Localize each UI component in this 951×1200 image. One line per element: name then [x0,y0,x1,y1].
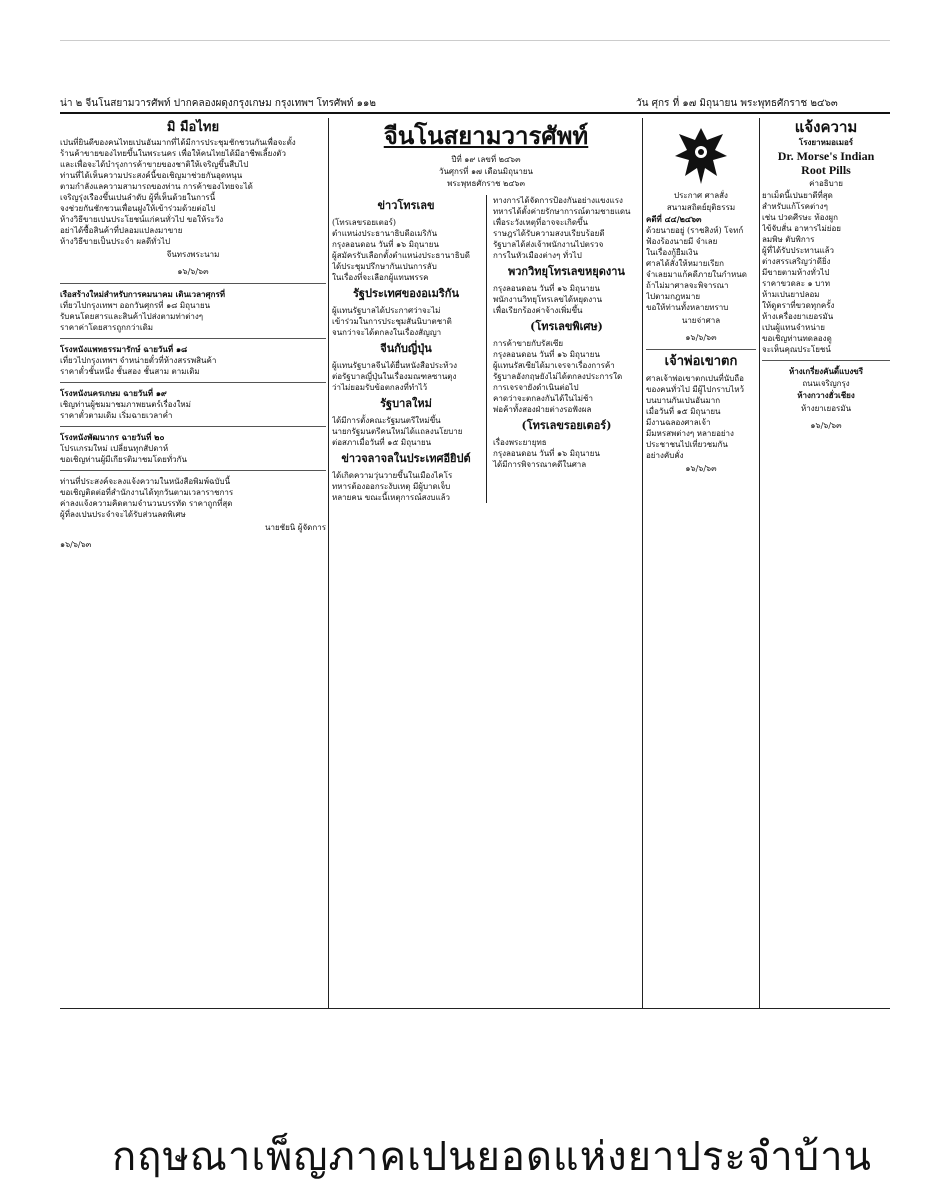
text-line: ต่างสรรเสริญว่าดียิ่ง [762,257,831,266]
text-line: หลายคน ขณะนี้เหตุการณ์สงบแล้ว [332,493,451,502]
article-title: มิ มือไทย [166,120,220,135]
section-head: รัฐบาลใหม่ [380,397,432,410]
notice-head: โรงหนังแพทธรรมารักษ์ ฉายวันที่ ๑๘ [60,344,188,354]
signature: จีนทรงพระนาม [166,250,220,259]
article-body [60,137,326,247]
text-line: ราคาค่าโดยสารถูกกว่าเดิม [60,323,154,332]
text-line: พนักงานวิทยุโทรเลขได้หยุดงาน [492,295,603,304]
column-1 [60,118,326,1008]
column-3 [646,118,756,1008]
text-line: เชิญท่านผู้ชมมาชมภาพยนตร์เรื่องใหม่ [60,400,191,409]
text-line: ห้างวิธีขายเป็นประจำ ผลดีทั่วไป [60,237,171,246]
text-line: คาดว่าจะตกลงกันได้ในไม่ช้า [492,394,593,403]
text-line: กรุงลอนดอน วันที่ ๑๖ มิถุนายน [492,284,600,293]
column-2 [332,118,640,1008]
text-line: ต่อรัฐบาลญี่ปุ่นในเรื่องมณฑลซานตุง [332,372,457,381]
text-line: ถ้าไม่มาศาลจะพิจารณา [646,281,729,290]
text-line: ฟ้องร้องนายมี จำเลย [646,237,718,246]
footer-slogan: กฤษณาเพ็ญภาคเปนยอดแห่งยาประจำบ้าน [112,1134,872,1180]
text-line: มีมหรสพต่างๆ หลายอย่าง [646,429,734,438]
text-line: เปนที่ยินดีของคนไทยเปนอันมากที่ได้มีการประชุมชักชวนกันเพื่อจะตั้ง [60,138,296,147]
case-number: คดีที่ ๔๔/๒๔๖๓ [646,214,702,224]
text-line: ทางการได้จัดการป้องกันอย่างแขงแรง [492,196,623,205]
divider [646,349,756,350]
text-line: ทหารได้ตั้งค่ายรักษาการณ์ตามชายแดน [492,207,631,216]
divider [60,338,326,339]
advert-subhead: ค่าอธิบาย [809,179,843,188]
text-line: และเพื่อจะได้บำรุงการค้าขายของชาติให้เจริญขึ้นสืบไป [60,160,249,169]
masthead: จีนโนสยามวารศัพท์ [383,121,589,150]
notice-head: เรือสร้างใหม่สำหรับการคมนาคม เดินเวลาศุกรที่ [60,289,226,299]
text-line: ต่อสภาเมื่อวันที่ ๑๕ มิถุนายน [332,438,432,447]
text-line: เมื่อวันที่ ๑๕ มิถุนายน [646,407,721,416]
text-line: ค่าลงแจ้งความคิดตามจำนวนบรรทัด ราคาถูกที่สุด [60,499,233,508]
bottom-rule [60,1008,890,1009]
text-line: ในเรื่องที่จะเลือกผู้แทนพรรค [332,273,429,282]
text-line: ราคาขวดละ ๑ บาท [762,279,830,288]
date-line: ๑๖/๖/๖๓ [810,421,842,430]
section-head: (โทรเลขรอยเตอร์) [521,419,612,432]
text-line: บนบานกันเปนอันมาก [646,396,721,405]
text-line: ตามกำลังแลความสามารถของท่าน การค้าของไทยจะได้ [60,182,253,191]
text-line: ประชาชนไปเที่ยวชมกัน [646,440,728,449]
notice-head: โรงหนังพัฒนากร ฉายวันที่ ๒๐ [60,432,165,442]
date-line: ๑๖/๖/๖๓ [177,267,209,276]
section-head: พวกวิทยุโทรเลขหยุดงาน [508,265,625,278]
text-line: โปรแกรมใหม่ เปลี่ยนทุกสัปดาห์ [60,444,169,453]
subcolumn-divider [486,195,487,503]
date-line: ๑๖/๖/๖๓ [685,333,717,342]
signature: ห้างยาเยอรมัน [800,404,852,413]
garuda-seal-icon [671,122,731,188]
text-line: รับคนโดยสารและสินค้าไปส่งตามท่าต่างๆ [60,312,204,321]
advert-title: แจ้งความ [794,118,858,136]
masthead-date: วันศุกรที่ ๑๗ เดือนมิถุนายน [438,167,534,176]
text-line: ได้เกิดความวุ่นวายขึ้นในเมืองไคโร [332,471,453,480]
column-divider [759,118,760,1008]
text-line: มีขายตามห้างทั่วไป [762,268,830,277]
divider [60,382,326,383]
text-line: กรุงลอนดอน วันที่ ๑๖ มิถุนายน [492,350,600,359]
text-line: สำหรับแก้โรคต่างๆ [762,202,828,211]
text-line: ท่านที่ประสงค์จะลงแจ้งความในหนังสือพิมพ์ฉบับนี้ [60,477,231,486]
text-line: เพื่อระวังเหตุที่อาจจะเกิดขึ้น [492,218,588,227]
closing-notice [60,476,326,550]
date-line: ๑๖/๖/๖๓ [685,464,717,473]
text-line: การค้าขายกับรัสเซีย [492,339,564,348]
text-line: ไปตามกฎหมาย [646,292,701,301]
divider [60,426,326,427]
text-line: ของคนทั่วไป มีผู้ไปกราบไหว้ [646,385,744,394]
text-line: พ่อค้าทั้งสองฝ่ายต่างรอฟังผล [492,405,592,414]
column-divider [328,118,329,1008]
text-line: ได้ประชุมปรึกษากันเปนการลับ [332,262,437,271]
text-line: เที่ยวไปกรุงเทพฯ จำหน่ายตั๋วที่ห้างสรรพสินค้า [60,356,217,365]
text-line: อย่าได้ซื้อสินค้าที่ปลอมแปลงมาขาย [60,226,183,235]
text-line: ในเรื่องกู้ยืมเงิน [646,248,699,257]
text-line: ด้วยนายอยู่ (ราชสิงห์) โจทก์ [646,226,744,235]
shop-name: ห้างเกรี่ยงคันดี้แบงขรี [788,366,864,376]
news-subcolumn-left [332,195,480,503]
notice-caption: ประกาศ ศาลสั่ง [674,191,728,200]
text-line: ขอเชิญท่านผู้มีเกียรติมาชมโดยทั่วกัน [60,455,187,464]
text-line: การเจรจายังดำเนินต่อไป [492,383,579,392]
text-line: เจริญรุ่งเรืองขึ้นเปนลำดับ ผู้ที่เห็นด้วยในการนี้ [60,193,216,202]
text-line: จงช่วยกันชักชวนเพื่อนฝูงให้เข้าร่วมด้วยต่อไป [60,204,216,213]
text-line: ผู้สมัครรับเลือกตั้งตำแหน่งประธานาธิบดี [332,251,470,260]
product-name: Root Pills [801,163,851,177]
text-line: ผู้ที่ได้รับประทานแล้ว [762,246,835,255]
text-line: ขอเชิญท่านทดลองดู [762,334,832,343]
text-line: ลมพิษ ตับพิการ [762,235,815,244]
text-line: จนกว่าจะได้ตกลงในเรื่องสัญญา [332,328,442,337]
section-head: ข่าวจลาจลในประเทศอียิปต์ [341,452,471,465]
divider [60,283,326,284]
text-line: กรุงลอนดอน วันที่ ๑๖ มิถุนายน [492,449,600,458]
text-line: (โทรเลขรอยเตอร์) [332,218,397,227]
signature: นายชัยนิ ผู้จัดการ [265,523,326,532]
text-line: ร้านค้าขายของไทยขึ้นในพระนคร เพื่อให้คนไทยได้มีอาชีพเลี้ยงตัว [60,149,286,158]
text-line: ห้ามเปนยาปลอม [762,290,820,299]
text-line: เที่ยวไปกรุงเทพฯ ออกวันศุกรที่ ๑๘ มิถุนายน [60,301,211,310]
text-line: ให้ดูตราที่ขวดทุกครั้ง [762,301,835,310]
section-head: (โทรเลขพิเศษ) [530,320,603,333]
running-header-date: วัน ศุกร ที่ ๑๗ มิถุนายน พระพุทธศักราช ๒๔๖๓ [636,98,838,109]
text-line: ว่าไม่ยอมรับข้อตกลงที่ทำไว้ [332,383,428,392]
masthead-issue: ปีที่ ๑๙ เลขที่ ๒๔๖๓ [451,155,521,164]
text-line: ขอเชิญติดต่อที่สำนักงานได้ทุกวันตามเวลาราชการ [60,488,234,497]
text-line: ได้มีการตั้งคณะรัฐมนตรีใหม่ขึ้น [332,416,441,425]
text-line: ได้มีการพิจารณาคดีในศาล [492,460,587,469]
running-header-left: น่า ๒ จีนโนสยามวารศัพท์ ปากคลองผดุงกรุงเกษม กรุงเทพฯ โทรศัพท์ ๑๑๒ [60,98,376,109]
news-subcolumn-right [493,195,640,503]
text-line: ทหารต้องออกระงับเหตุ มีผู้บาดเจ็บ [332,482,451,491]
text-line: จำเลยมาแก้คดีภายในกำหนด [646,270,747,279]
column-4 [762,118,890,1008]
section-head: รัฐประเทศของอเมริกัน [353,287,459,300]
notice [60,344,326,377]
text-line: ห้างเครื่องยาเยอรมัน [762,312,834,321]
shop-name: ห้างกวางฮั่วเชียง [797,390,855,400]
text-line: รัฐบาลได้ส่งเจ้าพนักงานไปตรวจ [492,240,604,249]
masthead-year: พระพุทธศักราช ๒๔๖๓ [447,179,525,188]
text-line: ผู้แทนรัฐบาลจีนได้ยื่นหนังสือประท้วง [332,361,457,370]
text-line: ราษฎรได้รับความสงบเรียบร้อยดี [492,229,605,238]
header-rule [60,112,890,114]
signature: นายจ่าศาล [681,316,721,325]
text-line: ราคาตั๋วชั้นหนึ่ง ชั้นสอง ชั้นสาม ตามเดิม [60,367,200,376]
divider [762,360,890,361]
text-line: การในหัวเมืองต่างๆ ทั่วไป [492,251,582,260]
text-line: รัฐบาลอังกฤษยังไม่ได้ตกลงประการใด [492,372,623,381]
notice-head: โรงหนังนครเกษม ฉายวันที่ ๑๙ [60,388,167,398]
date-line: ๑๖/๖/๖๓ [60,540,92,549]
product-name: Dr. Morse's Indian [777,149,875,163]
text-line: เปนผู้แทนจำหน่าย [762,323,825,332]
text-line: เพื่อเรียกร้องค่าจ้างเพิ่มขึ้น [492,306,583,315]
text-line: ราคาตั๋วตามเดิม เริ่มฉายเวลาค่ำ [60,411,173,420]
court-name: สนามสถิตย์ยุติธรรม [666,203,736,212]
text-line: ไข้จับสั่น อาหารไม่ย่อย [762,224,841,233]
divider [60,470,326,471]
text-line: เข้าร่วมในการประชุมสันนิบาตชาติ [332,317,452,326]
text-line: ตำแหน่งประธานาธิบดีอเมริกัน [332,229,438,238]
section-head: ข่าวโทรเลข [377,199,435,212]
notice [60,432,326,465]
notice [60,289,326,333]
advert-intro: โรงยาหมอเมอร์ [798,137,854,147]
text-line: นายกรัฐมนตรีคนใหม่ได้แถลงนโยบาย [332,427,463,436]
text-line: ผู้แทนรัสเซียได้มาเจรจาเรื่องการค้า [492,361,615,370]
notice [60,388,326,421]
text-line: ผู้ที่ลงเปนประจำจะได้รับส่วนลดพิเศษ [60,510,186,519]
text-line: จะเห็นคุณประโยชน์ [762,345,831,354]
column-divider [642,118,643,1008]
text-line: ขอให้ท่านทั้งหลายทราบ [646,303,729,312]
section-head: เจ้าพ่อเขาตก [664,354,738,369]
text-line: ศาลเจ้าพ่อเขาตกเปนที่นับถือ [646,374,744,383]
shop-address: ถนนเจริญกรุง [802,379,850,388]
text-line: กรุงลอนดอน วันที่ ๑๖ มิถุนายน [332,240,439,249]
text-line: เรื่องพระยายุทธ [492,438,547,447]
text-line: ท่านที่ได้เห็นความประสงค์นี้ขอเชิญมาช่วยกันอุดหนุน [60,171,243,180]
text-line: ศาลได้สั่งให้หมายเรียก [646,259,724,268]
text-line: ผู้แทนรัฐบาลได้ประกาศว่าจะไม่ [332,306,441,315]
section-head: จีนกับญี่ปุ่น [380,342,432,355]
text-line: เช่น ปวดศีรษะ ท้องผูก [762,213,838,222]
page-top-edge [60,40,890,41]
text-line: ยาเม็ดนี้เปนยาดีที่สุด [762,191,833,200]
text-line: อย่างคับคั่ง [646,451,684,460]
text-line: ห้างวิธีขายเปนประโยชน์แก่คนทั่วไป ขอให้ระวัง [60,215,224,224]
text-line: มีงานฉลองศาลเจ้า [646,418,711,427]
